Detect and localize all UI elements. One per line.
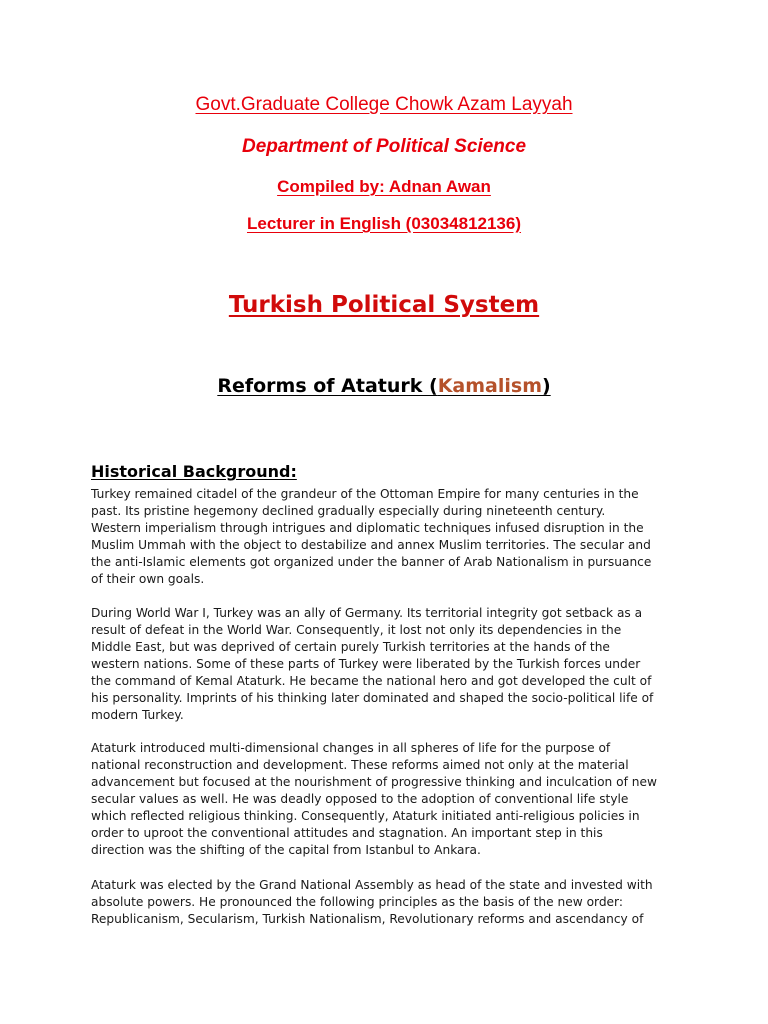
text-line: the command of Kemal Ataturk. He became the national hero and got developed the cult of xyxy=(91,674,652,688)
text-line: which reflected religious thinking. Consequently, Ataturk initiated anti-religious policies in xyxy=(91,809,640,823)
text-line: of their own goals. xyxy=(91,572,205,586)
text-line: Turkey remained citadel of the grandeur of the Ottoman Empire for many centuries in the xyxy=(91,487,639,501)
text-line: absolute powers. He pronounced the following principles as the basis of the new order: xyxy=(91,895,623,909)
text-line: past. Its pristine hegemony declined gradually especially during nineteenth century. xyxy=(91,504,606,518)
paragraph xyxy=(91,740,691,859)
compiled-by: Compiled by: Adnan Awan xyxy=(277,177,491,196)
text-line: Muslim Ummah with the object to destabilize and annex Muslim territories. The secular and xyxy=(91,538,651,552)
subtitle-highlight: Kamalism xyxy=(437,375,542,397)
paragraph xyxy=(91,877,691,928)
text-line: During World War I, Turkey was an ally of Germany. Its territorial integrity got setback as a xyxy=(91,606,643,620)
college-name: Govt.Graduate College Chowk Azam Layyah xyxy=(195,94,573,115)
text-line: Western imperialism through intrigues and diplomatic techniques infused disruption in the xyxy=(91,521,644,535)
text-line: modern Turkey. xyxy=(91,708,184,722)
subtitle-suffix: ) xyxy=(542,375,551,397)
department-name: Department of Political Science xyxy=(241,136,527,157)
text-line: direction was the shifting of the capital from Istanbul to Ankara. xyxy=(91,843,481,857)
paragraph xyxy=(91,605,691,724)
section-subtitle xyxy=(0,375,768,397)
text-line: national reconstruction and development. These reforms aimed not only at the material xyxy=(91,758,629,772)
subtitle-prefix: Reforms of Ataturk ( xyxy=(217,375,438,397)
paragraph xyxy=(91,486,691,588)
text-line: secular values as well. He was deadly opposed to the adoption of conventional life style xyxy=(91,792,629,806)
text-line: his personality. Imprints of his thinking later dominated and shaped the socio-political life of xyxy=(91,691,654,705)
text-line: advancement but focused at the nourishment of progressive thinking and inculcation of new xyxy=(91,775,657,789)
text-line: result of defeat in the World War. Consequently, it lost not only its dependencies in the xyxy=(91,623,622,637)
text-line: Ataturk was elected by the Grand National Assembly as head of the state and invested with xyxy=(91,878,653,892)
lecturer-info: Lecturer in English (03034812136) xyxy=(246,214,522,233)
text-line: Ataturk introduced multi-dimensional changes in all spheres of life for the purpose of xyxy=(91,741,611,755)
text-line: Middle East, but was deprived of certain purely Turkish territories at the hands of the xyxy=(91,640,610,654)
text-line: western nations. Some of these parts of Turkey were liberated by the Turkish forces under xyxy=(91,657,641,671)
text-line: the anti-Islamic elements got organized under the banner of Arab Nationalism in pursuance xyxy=(91,555,652,569)
text-line: order to uproot the conventional attitudes and stagnation. An important step in this xyxy=(91,826,603,840)
text-line: Republicanism, Secularism, Turkish Nationalism, Revolutionary reforms and ascendancy of xyxy=(91,912,644,926)
section-heading: Historical Background: xyxy=(91,462,297,481)
document-title: Turkish Political System xyxy=(228,292,540,318)
